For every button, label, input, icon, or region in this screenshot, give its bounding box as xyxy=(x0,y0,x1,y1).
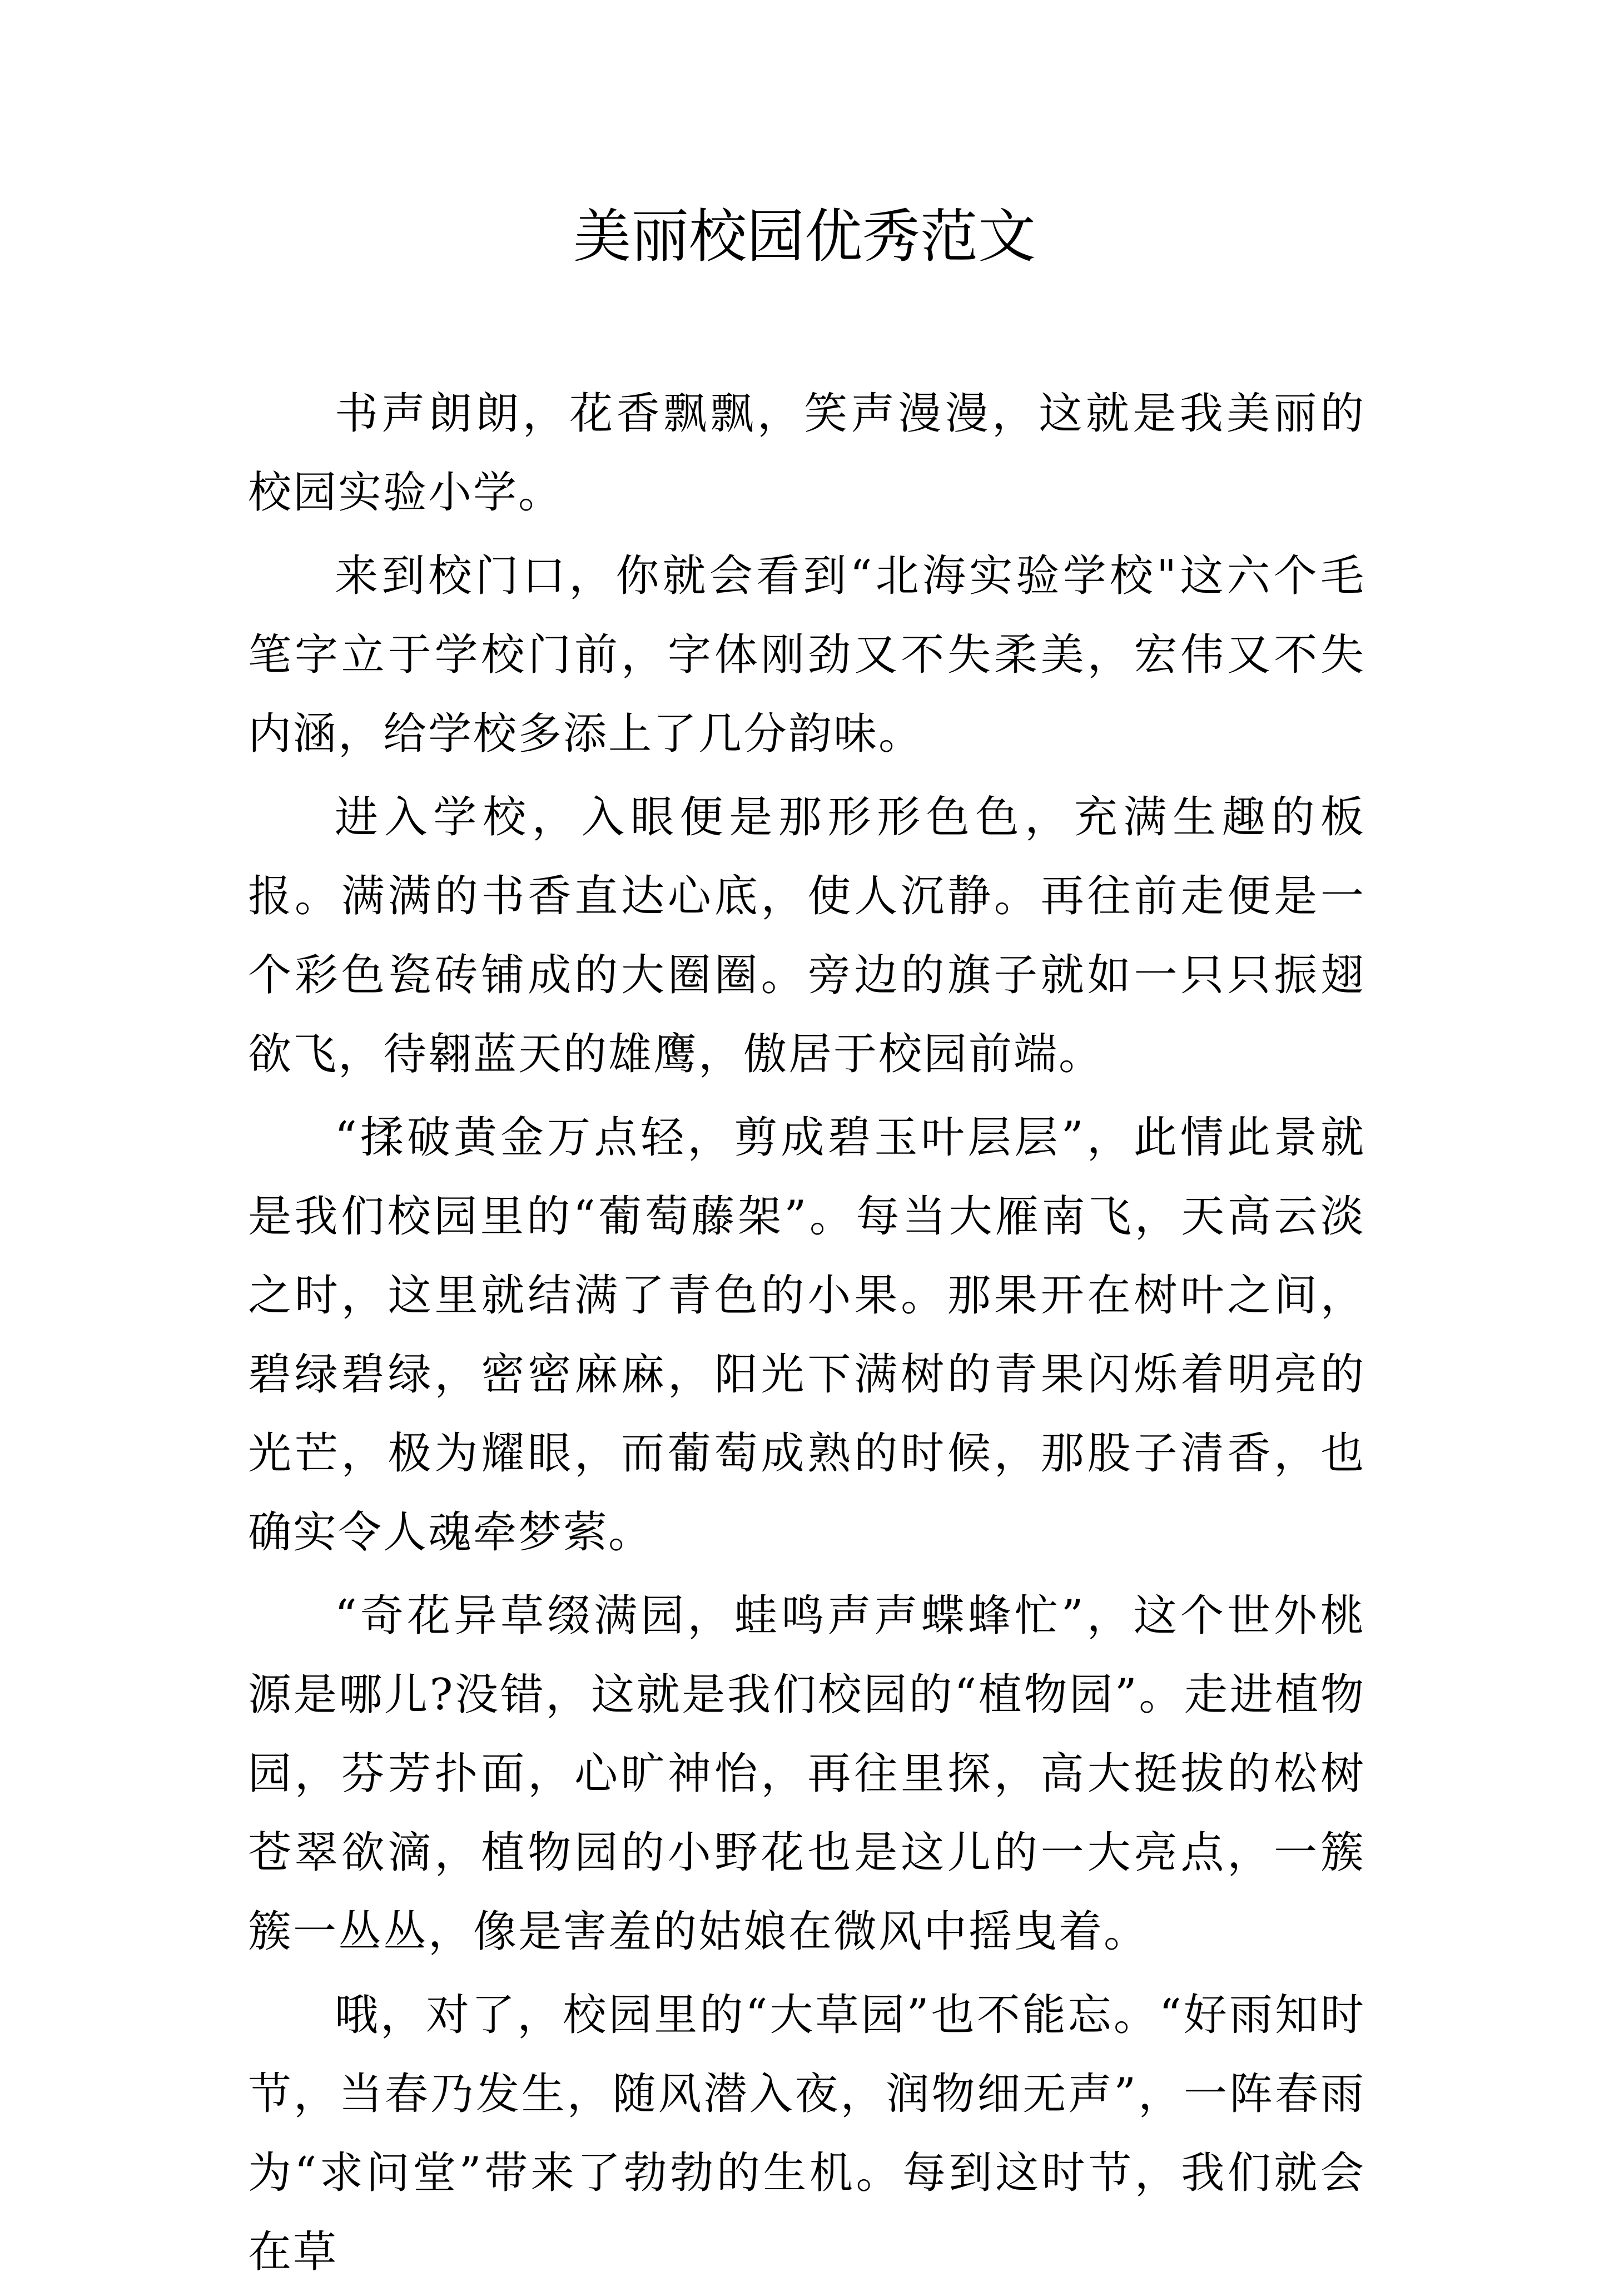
paragraph: 哦，对了，校园里的“大草园”也不能忘。“好雨知时节，当春乃发生，随风潜入夜，润物细无声”，一阵春雨为“求问堂”带来了勃勃的生机。每到这时节，我们就会在草 xyxy=(248,1990,1365,2277)
document-title: 美丽校园优秀范文 xyxy=(573,202,1036,270)
paragraph: 进入学校，入眼便是那形形色色，充满生趣的板报。满满的书香直达心底，使人沉静。再往前走便是一个彩色瓷砖铺成的大圈圈。旁边的旗子就如一只只振翅欲飞，待翱蓝天的雄鹰，傲居于校园前端。 xyxy=(248,792,1365,1079)
paragraph: 来到校门口，你就会看到“北海实验学校"这六个毛笔字立于学校门前，字体刚劲又不失柔美，宏伟又不失内涵，给学校多添上了几分韵味。 xyxy=(248,551,1365,759)
paragraph: “奇花异草缀满园，蛙鸣声声蝶蜂忙”，这个世外桃源是哪儿?没错，这就是我们校园的“植物园”。走进植物园，芬芳扑面，心旷神怡，再往里探，高大挺拔的松树苍翠欲滴，植物园的小野花也是这儿的一大亮点，一簇簇一丛丛，像是害羞的姑娘在微风中摇曳着。 xyxy=(248,1591,1365,1957)
paragraph: “揉破黄金万点轻，剪成碧玉叶层层”，此情此景就是我们校园里的“葡萄藤架”。每当大雁南飞，天高云淡之时，这里就结满了青色的小果。那果开在树叶之间，碧绿碧绿，密密麻麻，阳光下满树的青果闪烁着明亮的光芒，极为耀眼，而葡萄成熟的时候，那股子清香，也确实令人魂牵梦萦。 xyxy=(248,1113,1365,1558)
document-body xyxy=(248,374,1365,2296)
paragraph: 书声朗朗，花香飘飘，笑声漫漫，这就是我美丽的校园实验小学。 xyxy=(248,389,1365,518)
